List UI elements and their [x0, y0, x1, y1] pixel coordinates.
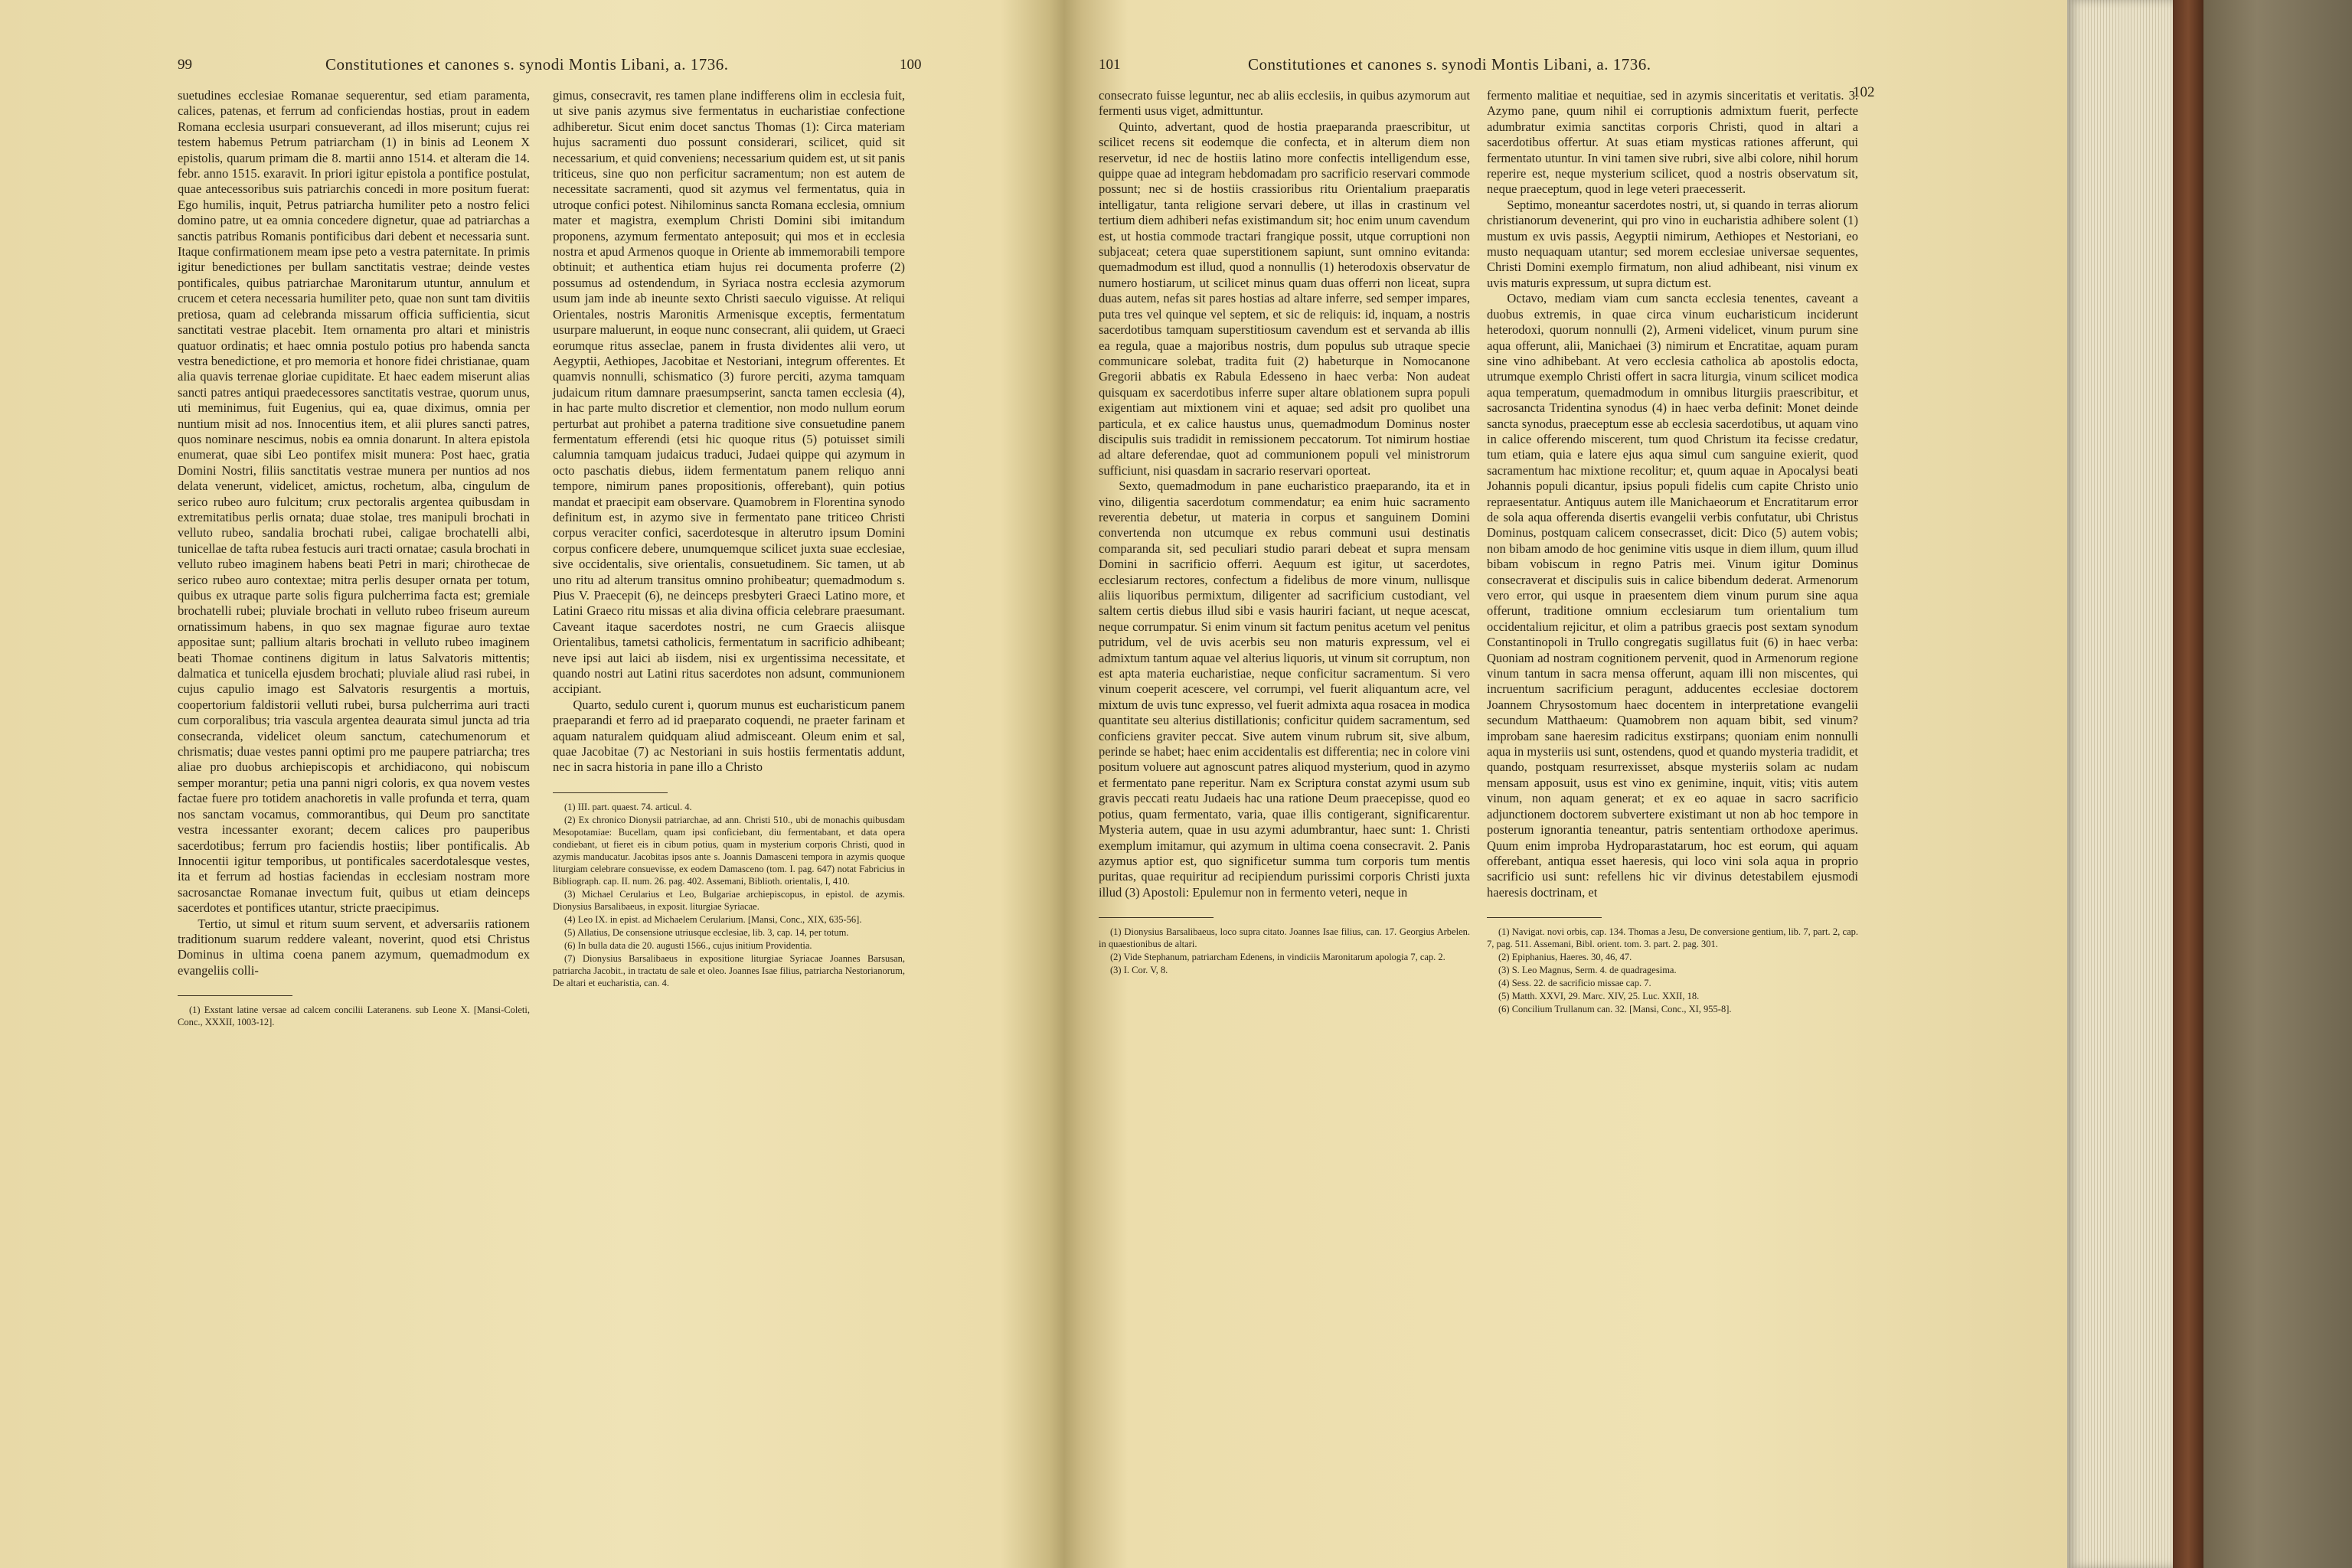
footnote: (6) In bulla data die 20. augusti 1566., cujus initium Providentia.: [564, 939, 812, 951]
paragraph: fermento malitiae et nequitiae, sed in azymis sinceritatis et veritatis. 3. Azymo pane, quum nihil ei corruptionis admixtum fuerit, perfecte adumbratur eximia sanctitas corporis Christi, quod in altari a sacerdotibus offertur. At suas etiam mysticas rationes afferunt, qui fermentato utuntur. In vini tamen sive rubri, sive albi colore, nihil horum reperire est, neque mysterium scilicet, quod a nostris observatum sit, neque praeceptum, quod in lege veteri praecesserit.: [1487, 88, 1858, 197]
footnote: (1) Navigat. novi orbis, cap. 134. Thomas a Jesu, De conversione gentium, lib. 7, part. 2, cap. 7, pag. 511. Assemani, Bibl. orient. tom. 3. part. 2. pag. 301.: [1487, 926, 1858, 950]
footnotes: [178, 1004, 530, 1028]
footnote: (6) Concilium Trullanum can. 32. [Mansi, Conc., XI, 955-8].: [1498, 1004, 1732, 1015]
running-header-right: Constitutiones et canones s. synodi Montis Libani, a. 1736.: [1248, 55, 1651, 74]
right-page-column-1: [1099, 88, 1470, 977]
footnote: (2) Epiphanius, Haeres. 30, 46, 47.: [1498, 952, 1632, 963]
paragraph: Septimo, moneantur sacerdotes nostri, ut, si quando in terras aliorum christianorum devenerint, qui pro vino in eucharistia adhibere solent (1) mustum ex uvis passis, Aegyptii nimirum, Aethiopes et Nestoriani, eo musto nequaquam utantur; sed morem ecclesiae universae sequentes, Christi Domini exemplo firmatum, non aliud adhibeant, nisi vinum ex uvis maturis expressum, ut supra dictum est.: [1487, 197, 1858, 290]
book-cover: [2173, 0, 2203, 1568]
right-page-column-2: [1487, 88, 1858, 1016]
footnote: (5) Matth. XXVI, 29. Marc. XIV, 25. Luc. XXII, 18.: [1498, 991, 1700, 1002]
paragraph: Quinto, advertant, quod de hostia praeparanda praescribitur, ut scilicet recens sit eodemque die confecta, et in alterum diem non reservetur, id nec de hostiis latino more confectis intelligendum esse, quippe quae ad integram hebdomadam pro sacrificio reservari commode possunt; nec si de hostiis crassioribus ritu Orientalium praeparatis intelligatur, tanta religione servari debere, ut illas in crastinum vel tertium diem adhiberi nefas existimandum sit; hoc enim unum cavendum est, ut hostia commode tractari frangique possit, utque corruptioni non subjaceat; cetera quae superstitionem sapiunt, sunt omnino evitanda: quemadmodum est illud, quod a nonnullis (1) heterodoxis observatur de numero hostiarum, ut scilicet minus quam duas offerri non liceat, supra duas autem, nefas sit pares hostias ad altare inferre, sed semper impares, puta tres vel quinque vel septem, et sic de reliquis: id, inquam, a nostris sacerdotibus tamquam superstitiosum cavendum est et servanda ab illis ea regula, quae a majoribus nostris, dum populus sub utraque specie communicare solebat, tradita fuit (2) habeturque in Nomocanone Gregorii abbatis ex Rabula Edesseno in haec verba: Non audeat quisquam ex sacerdotibus inferre super altare oblationem supra populi exigentiam aut mixtionem vini et aquae; sed adsit pro quolibet una particula, et ex calice haustus unus, quemadmodum Dominus noster discipulis suis tradidit in remissionem peccatorum. Tot nimirum hostiae ad altare deferendae, quot ad communionem populi vel ministrorum sufficiunt, nisi quasdam in sacrario reservari oporteat.: [1099, 119, 1470, 478]
footnotes: [1099, 926, 1470, 976]
footnotes: [553, 801, 905, 989]
footnote: (1) Dionysius Barsalibaeus, loco supra citato. Joannes Isae filius, can. 17. Georgius Arbelen. in quaestionibus de altari.: [1099, 926, 1470, 950]
footnote-rule: [553, 792, 668, 793]
footnote: (5) Allatius, De consensione utriusque ecclesiae, lib. 3, cap. 14, per totum.: [564, 926, 849, 938]
footnote: (3) Michael Cerularius et Leo, Bulgariae archiepiscopus, in epistol. de azymis. Dionysius Barsalibaeus, in exposit. liturgiae Syriacae.: [553, 888, 905, 912]
footnote: (2) Vide Stephanum, patriarcham Edenens, in vindiciis Maronitarum apologia 7, cap. 2.: [1110, 952, 1446, 963]
paragraph: gimus, consecravit, res tamen plane indifferens olim in ecclesia fuit, ut sive panis azymus sive fermentatus in eucharistiae confectione adhiberetur. Sicut enim docet sanctus Thomas (1): Circa materiam hujus sacramenti duo possunt considerari, scilicet, quid sit necessarium, et quid conveniens; necessarium quidem est, ut sit panis triticeus, sine quo non perficitur sacramentum; non est autem de necessitate sacramenti, quod sit azymus vel fermentatus, quia in utroque confici potest. Nihilominus sancta Romana ecclesia, omnium mater et magistra, exemplum Christi Domini sibi imitandum proponens, azymum fermentato anteposuit; qui mos et in ecclesia nostra et apud Armenos quoque in Oriente ab immemorabili tempore obtinuit; et authentica etiam hujus rei documenta proferre (2) possumus ad ostendendum, in Syriaca nostra ecclesia azymorum usum jam inde ab ineunte sexto Christi saeculo viguisse. At reliqui Orientales, nostris Maronitis Armenisque exceptis, fermentatum usurpare maluerunt, in eoque nunc consecrant, alii quidem, ut Graeci eorumque ritus asseclae, panem in frusta dividentes alii vero, ut Aegyptii, Aethiopes, Jacobitae et Nestoriani, integrum offerentes. Et quamvis nonnulli, schismatico (3) furore perciti, azyma tamquam judaicum ritum damnare praesumpserint, sancta tamen ecclesia (4), in hac parte multo discretior et clementior, non modo nullum eorum perturbat aut prohibet a paterna traditione sive consuetudine panem fermentatum efferendi (etsi hic quoque ritus (5) potuisset simili calumnia tamquam judaicus traduci, Judaei quippe qui azymum in octo paschatis diebus, iidem fermentatum panem reliquo anni tempore, nimirum panes propositionis, offerebant), quin potius mandat et praecipit eam observare. Quamobrem in Florentina synodo definitum est, in azymo sive in fermentato pane triticeo Christi corpus veraciter confici, sacerdotesque in alterutro ipsum Domini corpus conficere debere, unumquemque scilicet juxta suae ecclesiae, sive occidentalis, sive orientalis, consuetudinem. Sic tamen, ut ab uno ritu ad alterum transitus omnino prohibeatur; quemadmodum s. Pius V. Praecepit (6), ne deinceps presbyteri Graeci Latino more, et Latini Graeco ritu missas et alia divina officia celebrare praesumant. Caveant itaque sacerdotes nostri, ne cum Graecis aliisque Orientalibus, tametsi catholicis, fermentatum in sacrificio adhibeant; neve ipsi aut laici ab iisdem, nisi ex urgentissima necessitate, et quando nostri aut Latini ritus sacerdotes non adsunt, communionem accipiant.: [553, 88, 905, 697]
page-number-100: 100: [900, 57, 922, 73]
paragraph: suetudines ecclesiae Romanae sequerentur, sed etiam paramenta, calices, patenas, et ferrum ad conficiendas hostias, prout in eadem Romana ecclesia usurpari consueverant, ad illos miserunt; cujus rei testem habemus Petrum patriarcham (1) in binis ad Leonem X epistolis, quarum primam die 8. martii anno 1514. et alteram die 14. febr. anno 1515. exaravit. In priori igitur epistola a pontifice postulat, quae antecessoribus suis patriarchis concedi in more positum fuerat: Ego humilis, inquit, Petrus patriarcha humiliter peto a nostro felici domino patre, ut ea omnia concedere dignetur, quae ad patriarchas a sanctis patribus Romanis pontificibus dari debent et necessaria sunt. Itaque confirmationem meam ipse peto a vestra paternitate. In primis igitur benedictiones per bullam sanctitatis vestrae; deinde vestes pontificales, quibus patriarchae Maronitarum utuntur, annulum et crucem et cetera necessaria humiliter peto, quae non sunt tam divitiis pretiosa, quam ad celebranda missarum officia sufficientia, sicut sanctitati vestrae placebit. Item ornamenta pro altari et ministris quatuor ordinatis; et haec omnia postulo potius pro habenda sancta vestra benedictione, et pro memoria et honore fidei christianae, quam alia quavis terrenae gloriae cupiditate. Et haec eadem miserunt alias sancti patres antiqui praedecessores sanctitatis vestrae, quorum unus, uti meminimus, fuit Eugenius, qui ea, quae diximus, omnia per nuntium misit ad nos. Innocentius item, et alii plures sancti patres, quos nominare nescimus, nobis ea omnia donarunt. In altera epistola enumerat, quae sibi Leo pontifex misit munera: Post haec, gratia Domini Nostri, filiis sanctitatis vestrae munera per nuntios ad nos delata venerunt, videlicet, amictus, rochetum, alba, cingulum de serico rubeo auro fulcitum; crux pectoralis argentea quibusdam in extremitatibus perlis ornata; duae stolae, tres manipuli brochati in velluto rubeo, sandalia brochati rubei, caligae brochatelli albi, tunicellae de tafta rubea festucis auri tracti ornatae; casula brochati in velluto rubeo imaginem habens beati Petri in mari; chirothecae de serico rubeo auro contextae; mitra perlis desuper ornata per totum, quibus ex utraque parte solis figura pulcherrima facta est; gremiale brochatelli rubei; pluviale brochati in velluto rubeo friseum aureum ornatissimum habens, in quo sex magnae figurae auro textae appositae sunt; pallium altaris brochati in velluto rubeo imaginem beati Thomae continens digitum in latus Salvatoris mittentis; dalmatica et tunicella ejusdem brochati; pluviale aliud rasi rubei, in cujus capulio imago est Salvatoris resurgentis a mortuis, coopertorium faldistorii velluti rubei, bursa pulcherrima auri tracti cum corporalibus; tria vascula argentea deaurata simul juncta ad tria consecranda, videlicet oleum sanctum, catechumenorum et chrismatis; duae vestes panni optimi pro me paupere patriarcha; tres aliae pro duobus archiepiscopis et archidiacono, qui nobiscum semper morantur; petia una panni nigri coloris, ex qua novem vestes factae fuere pro totidem anachoretis in valle profunda et terra, quam nos sanctam vocamus, commorantibus, qui Deum pro sanctitate vestra incessanter exorant; decem calices pro pauperibus sacerdotibus; ferrum pro faciendis hostiis; liber pontificalis. Ab Innocentii igitur temporibus, ut pontificales sacerdotalesque vestes, ita et ferrum ad hostias faciendas in ecclesiam nostram more sacrosanctae Romanae invectum fuit, quibus ut etiam deinceps sacerdotes et pontifices utantur, stricte praecipimus.: [178, 88, 530, 916]
footnote: (4) Leo IX. in epist. ad Michaelem Cerularium. [Mansi, Conc., XIX, 635-56].: [564, 913, 862, 925]
footnote: (4) Sess. 22. de sacrificio missae cap. 7.: [1498, 978, 1651, 989]
paragraph: Octavo, mediam viam cum sancta ecclesia tenentes, caveant a duobus extremis, in quae circa vinum eucharisticum inciderunt heterodoxi, quorum nonnulli (2), Armeni videlicet, vinum purum sine aqua offerunt, alii, Manichaei (3) nimirum et Encratitae, aquam puram sine vino adhibebant. At vero ecclesia catholica ab apostolis edocta, utrumque exemplo Christi offert in sacra liturgia, vinum scilicet modica aqua temperatum, quemadmodum in omnibus liturgiis praescribitur, et sacrosancta Tridentina synodus (4) in haec verba definit: Monet deinde sancta synodus, praeceptum esse ab ecclesia sacerdotibus, ut aquam vino in calice offerendo miscerent, tum quod Christum ita fecisse credatur, tum etiam, quia e latere ejus aqua simul cum sanguine exierit, quod sacramentum hac mixtione recolitur; et, quum aquae in Apocalysi beati Johannis populi dicantur, ipsius populi fidelis cum capite Christo unio repraesentatur. Antiquus autem ille Manichaeorum et Encratitarum error de sola aqua offerenda disertis evangelii verbis confutatur, ubi Christus Dominus, postquam calicem consecrasset, dicit: Dico (5) autem vobis; non bibam amodo de hoc genimine vitis usque in diem illum, quum illud bibam vobiscum in regno Patris mei. Vinum igitur Dominus consecraverat et discipulis suis in calice bibendum dederat. Armenorum vero error, qui usque in praesentem diem vinum purum sine aqua offerunt, traditione omnium ecclesiarum tum orientalium tum occidentalium rejicitur, et olim a patribus graecis post sextam synodum Constantinopoli in Trullo congregatis sugillatus fuit (6) in haec verba: Quoniam ad nostram cognitionem pervenit, quod in Armenorum regione vinum tantum in sacra mensa offerunt, aquam illi non miscentes, qui incruentum sacrificium peragunt, adducentes ecclesiae doctorem Joannem Chrysostomum haec docentem in interpretatione evangelii secundum Matthaeum: Quamobrem non aquam bibit, sed vinum? improbam sane haeresim radicitus exstirpans; quoniam enim nonnulli aqua in mysteriis usi sunt, ostendens, quod et quando mysteria tradidit, et quando, postquam resurrexisset, absque mysteriis solam ac nudam mensam apposuit, usus est vino ex genimine, inquit, vitis; vitis autem vinum, non aquam generat; et ex eo aquae in sacro sacrificio adjunctionem doctorem subvertere existimant ut non ab hoc tempore in posterum ignorantia teneantur, patris sententiam orthodoxe aperimus. Quum enim improba Hydroparastatarum, hoc est eorum, qui aquam offerebant, antiqua esset haeresis, qui loco vini sola aqua in proprio sacrificio usi sunt: refellens hic vir divinus detestabilem ejusmodi haeresis doctrinam, et: [1487, 291, 1858, 900]
footnotes: [1487, 926, 1858, 1015]
footnote: (3) I. Cor. V, 8.: [1110, 965, 1168, 976]
footnote-rule: [1099, 917, 1214, 918]
paragraph: Quarto, sedulo curent i, quorum munus est eucharisticum panem praeparandi et ferro ad id praeparato coquendi, ne praeter farinam et aquam naturalem quidquam aliud admisceant. Oleum enim et sal, quae Jacobitae (7) ac Nestoriani in suis hostiis fermentatis addunt, nec in sacra historia in pane illo a Christo: [553, 697, 905, 775]
footnote: (7) Dionysius Barsalibaeus in expositione liturgiae Syriacae Joannes Barsusan, patriarcha Jacobit., in tractatu de sale et oleo. Joannes Isae filius, patriarcha Nestorianorum, De altari et eucharistia, can. 4.: [553, 952, 905, 988]
footnote: (1) Exstant latine versae ad calcem concilii Lateranens. sub Leone X. [Mansi-Coleti, Conc., XXXII, 1003-12].: [178, 1004, 530, 1028]
page-number-102: 102: [1853, 84, 1875, 100]
footnote-rule: [1487, 917, 1602, 918]
footnote: (2) Ex chronico Dionysii patriarchae, ad ann. Christi 510., ubi de monachis quibusdam Mesopotamiae: Bucellam, quam ipsi conficiebant, diu fermentabant, et data opera condiebant, ut fieret eis in cibum potius, quam in mysterium corporis Christi, quod in azymis manducatur. Jacobitas ipsos ante s. Joannis Damasceni tempora in azymis quoque liturgiam celebrare consuevisse, ex eodem Damasceno (tom. I. pag. 647) notat Fabricius in Bibliograph. cap. II. num. 26. pag. 402. Assemani, Biblioth. orientalis, I, 410.: [553, 814, 905, 887]
left-page-column-1: [178, 88, 530, 1029]
page-number-99: 99: [178, 57, 192, 73]
footnote: (1) III. part. quaest. 74. articul. 4.: [564, 801, 692, 812]
paragraph: Tertio, ut simul et ritum suum servent, et adversariis rationem traditionum suarum reddere valeant, noverint, quod etsi Christus Dominus in ultima coena panem azymum, quemadmodum ex evangeliis colli-: [178, 916, 530, 978]
paragraph: consecrato fuisse leguntur, nec ab aliis ecclesiis, in quibus azymorum aut fermenti usus viget, admittuntur.: [1099, 88, 1470, 119]
footnote: (3) S. Leo Magnus, Serm. 4. de quadragesima.: [1498, 965, 1677, 976]
paragraph: Sexto, quemadmodum in pane eucharistico praeparando, ita et in vino, diligentia sacerdotum commendatur; ea enim huic sacramento reverentia debetur, ut materia in corpus et sanguinem Domini convertenda non utcumque ex rebus communi usui destinatis comparanda sit, sed peculiari studio parari debeat et supra mensam Domini in sacrificio offerri. Aequum est igitur, ut sacerdotes, ecclesiarum rectores, confectum a fidelibus de more vinum, nullisque aliis liquoribus permixtum, diligenter ad sacrificium custodiant, vel saltem certis diebus illud sibi e vasis hauriri faciant, ut neque acescat, neque corrumpatur. Si enim vinum sit factum penitus acetum vel penitus putridum, vel de uvis acerbis seu non maturis expressum, vel ei admixtum tantum aquae vel alterius liquoris, ut vinum sit corruptum, non est apta materia eucharistiae, neque conficitur sacramentum. Si vero vinum coeperit acescere, vel corrumpi, vel fuerit aliquantum acre, vel mixtum de uvis tunc expresso, vel fuerit admixta aqua rosacea in modica quantitate seu alterius distillationis; conficitur quidem sacramentum, sed conficiens graviter peccat. Sive autem vinum rubrum sit, sive album, perinde se habet; haec enim accidentalis est differentia; nec in colore vini positum voluere aut agnoscunt patres aliquod mysterium, quod in azymo et fermentato pane reperitur. Nam ex Scriptura constat azymi usum sub gravis peccati reatu Judaeis hac una ratione Deum praecepisse, quod eo potius, quam fermentato, varia, quae illis contigerant, significarentur. Mysteria autem, quae in usu azymi adumbrantur, haec sunt: 1. Christi exemplum imitamur, qui azymum in ultima coena consecravit. 2. Panis azymus aptior est, quo significetur summa tum corporis tum mentis puritas, quae requiritur ad recipiendum purissimi corporis Christi juxta illud (3) Apostoli: Epulemur non in fermento veteri, neque in: [1099, 479, 1470, 900]
page-number-101: 101: [1099, 57, 1121, 73]
running-header-left: Constitutiones et canones s. synodi Montis Libani, a. 1736.: [325, 55, 729, 74]
left-page-column-2: [553, 88, 905, 990]
footnote-rule: [178, 995, 292, 996]
desk-surface: [2194, 0, 2352, 1568]
